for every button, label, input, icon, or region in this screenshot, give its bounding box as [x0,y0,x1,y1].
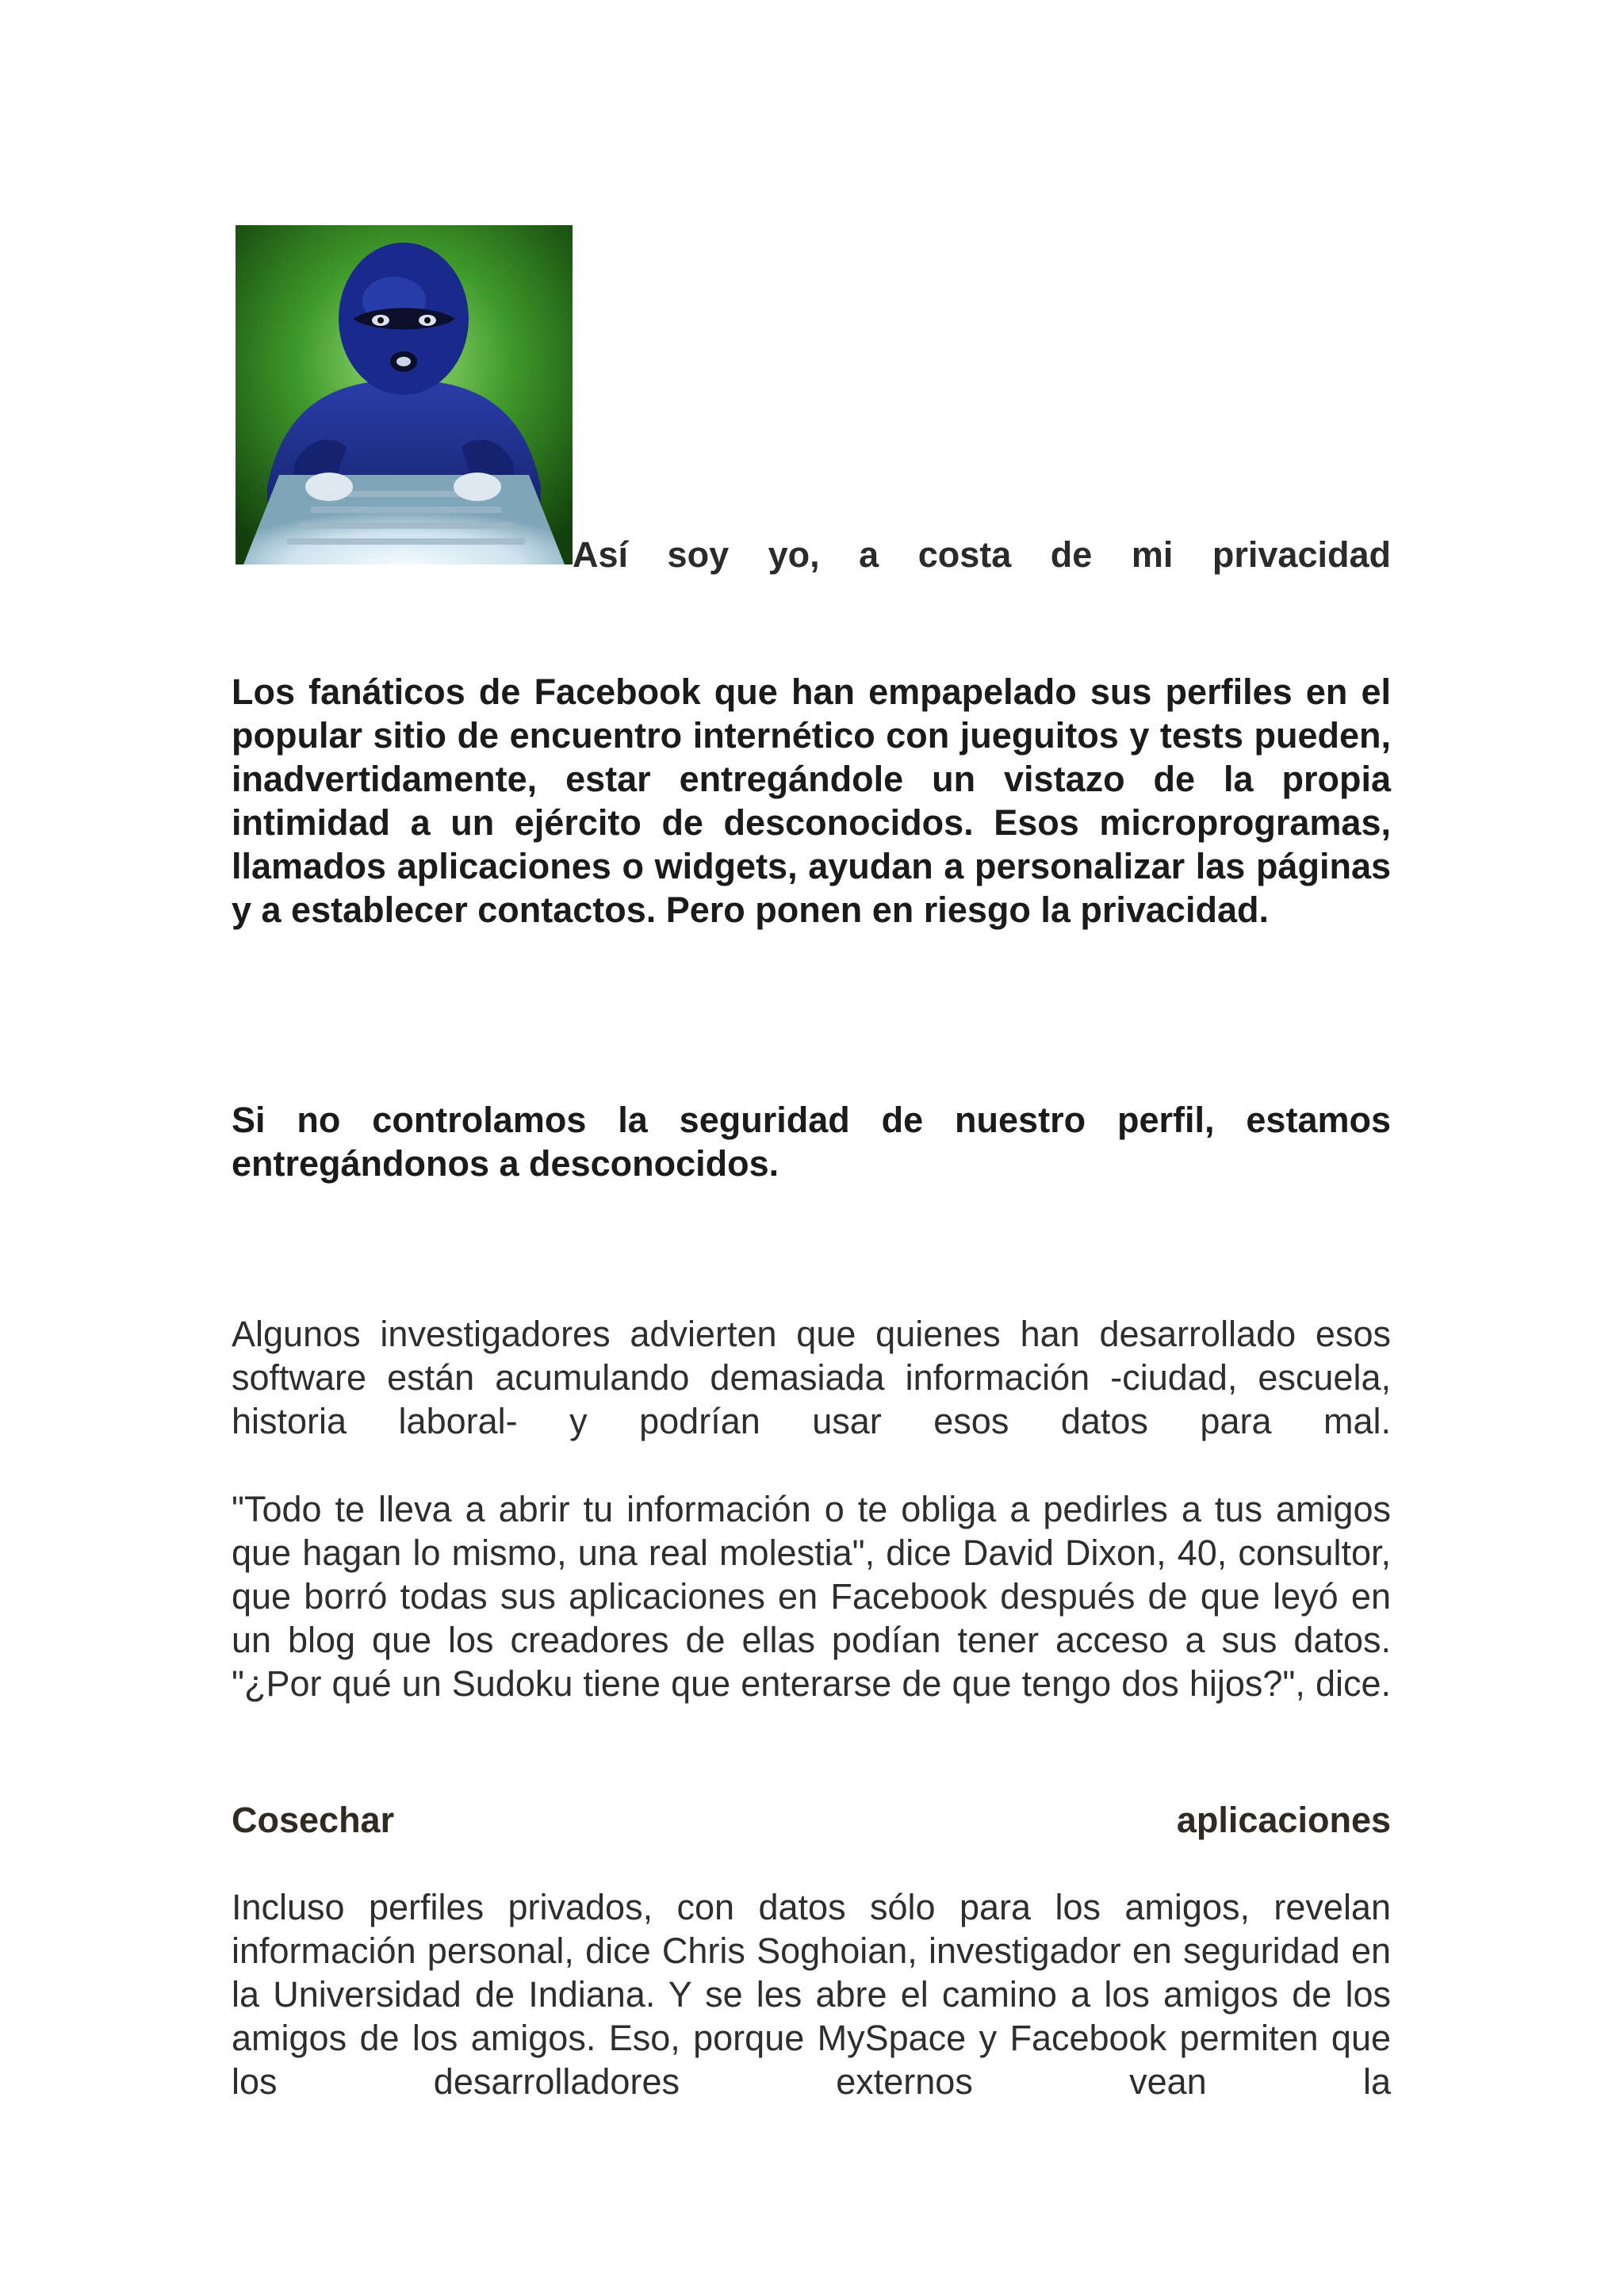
masked-hacker-image [236,225,573,564]
section-heading [232,1798,1391,1842]
masked-hacker-icon [236,225,573,564]
intro-paragraph: Los fanáticos de Facebook que han empapelado sus perfiles en el popular sitio de encuentro internético con jueguitos y tests pueden, inadvertidamente, estar entregándole un vistazo de la propia intimidad a un ejército de desconocidos. Esos microprogramas, llamados aplicaciones o widgets, ayudan a personalizar las páginas y a establecer contactos. Pero ponen en riesgo la privacidad. [232,672,1391,930]
section-heading-word-1: Cosechar [232,1800,395,1840]
section-heading-word-2: aplicaciones [1176,1800,1391,1840]
body-paragraph-3: Incluso perfiles privados, con datos sólo para los amigos, revelan información personal, dice Chris Soghoian, investigador en seguridad en la Universidad de Indiana. Y se les abre el camino a los amigos de los amigos de los amigos. Eso, porque MySpace y Facebook permiten que los desarrolladores externos vean la [232,1887,1391,2102]
body-paragraph-1: Algunos investigadores advierten que quienes han desarrollado esos software están acumulando demasiada información -ciudad, escuela, historia laboral- y podrían usar esos datos para mal. [232,1314,1391,1441]
subheading: Si no controlamos la seguridad de nuestro perfil, estamos entregándonos a desconocidos. [232,1100,1391,1184]
article-title: Así soy yo, a costa de mi privacidad [573,534,1391,575]
body-paragraph-2: "Todo te lleva a abrir tu información o te obliga a pedirles a tus amigos que hagan lo mismo, una real molestia", dice David Dixon, 40, consultor, que borró todas sus aplicaciones en Facebook después de que leyó en un blog que los creadores de ellas podían tener acceso a sus datos. "¿Por qué un Sudoku tiene que enterarse de que tengo dos hijos?", dice. [232,1489,1391,1704]
